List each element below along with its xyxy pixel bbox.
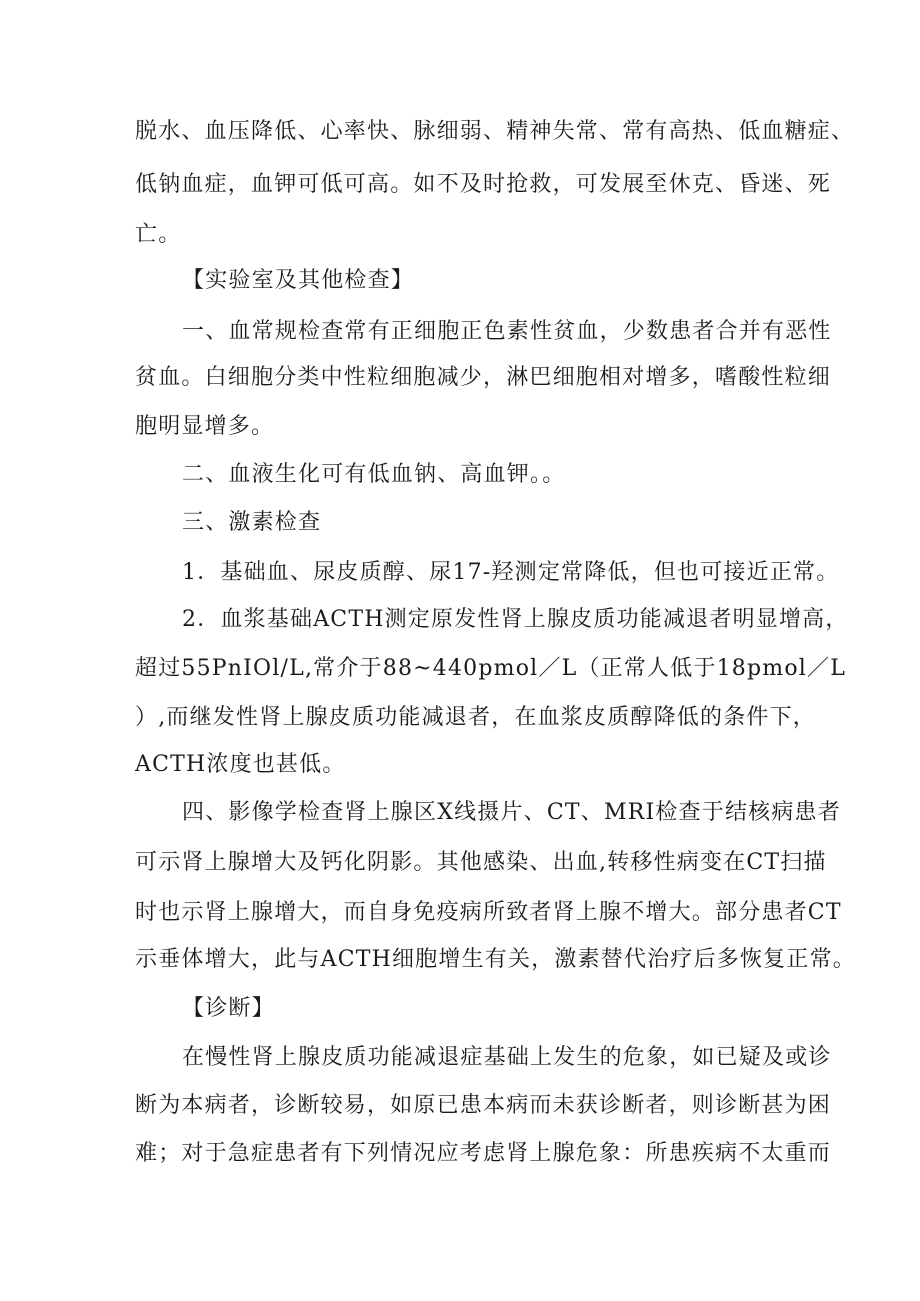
text-line: 贫血。白细胞分类中性粒细胞减少，淋巴细胞相对增多，嗜酸性粒细 xyxy=(135,365,832,390)
text-line: 四、影像学检查肾上腺区X线摄片、CT、MRI检查于结核病患者 xyxy=(182,800,841,825)
text-line: 1．基础血、尿皮质醇、尿17-羟测定常降低，但也可接近正常。 xyxy=(182,560,840,585)
text-line: 超过55PnIOl/L,常介于88~440pmol／L（正常人低于18pmol／L xyxy=(135,656,847,681)
text-line: 在慢性肾上腺皮质功能减退症基础上发生的危象，如已疑及或诊 xyxy=(182,1045,832,1070)
text-line: 一、血常规检查常有正细胞正色素性贫血，少数患者合并有恶性 xyxy=(182,319,832,344)
text-line: 难；对于急症患者有下列情况应考虑肾上腺危象：所患疾病不太重而 xyxy=(135,1141,832,1166)
text-line: ACTH浓度也甚低。 xyxy=(135,752,346,777)
text-line: 脱水、血压降低、心率快、脉细弱、精神失常、常有高热、低血糖症、 xyxy=(135,119,855,144)
section-heading: 【诊断】 xyxy=(182,996,275,1021)
section-heading: 【实验室及其他检查】 xyxy=(182,268,415,293)
text-line: ）,而继发性肾上腺皮质功能减退者，在血浆皮质醇降低的条件下， xyxy=(135,705,816,730)
text-line: 可示肾上腺增大及钙化阴影。其他感染、出血,转移性病变在CT扫描 xyxy=(135,850,827,875)
text-line: 断为本病者，诊断较易，如原已患本病而未获诊断者，则诊断甚为困 xyxy=(135,1093,832,1118)
text-line: 2．血浆基础ACTH测定原发性肾上腺皮质功能减退者明显增高， xyxy=(182,607,849,632)
text-line: 低钠血症，血钾可低可高。如不及时抢救，可发展至休克、昏迷、死 xyxy=(135,172,832,197)
text-line: 亡。 xyxy=(135,222,182,247)
text-line: 二、血液生化可有低血钠、高血钾。。 xyxy=(182,462,566,487)
text-line: 时也示肾上腺增大，而自身免疫病所致者肾上腺不增大。部分患者CT xyxy=(135,900,842,925)
text-line: 三、激素检查 xyxy=(182,510,322,535)
text-line: 示垂体增大，此与ACTH细胞增生有关，激素替代治疗后多恢复正常。 xyxy=(135,947,856,972)
text-line: 胞明显增多。 xyxy=(135,414,275,439)
